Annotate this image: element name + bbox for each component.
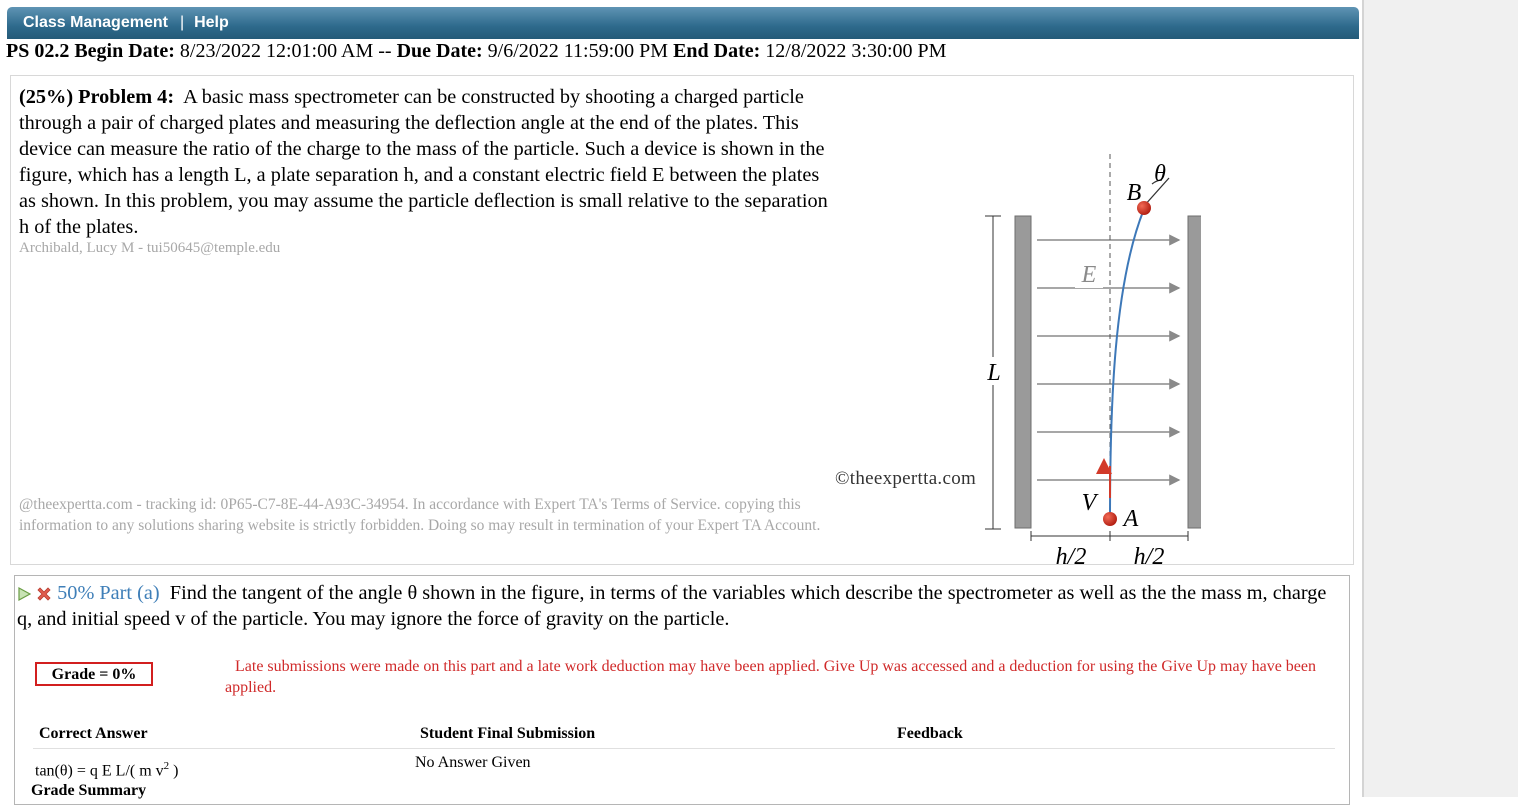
part-a-header — [17, 580, 1337, 632]
label-theta: θ — [1154, 161, 1166, 187]
problem-header: (25%) Problem 4: — [19, 86, 175, 108]
part-a-percent: 50% Part (a) — [57, 582, 160, 604]
correct-answer — [35, 760, 178, 780]
right-plate — [1188, 216, 1201, 528]
grade-badge: Grade = 0% — [35, 662, 153, 686]
dates-dash: -- — [378, 40, 392, 62]
part-a-question: Find the tangent of the angle θ shown in the figure, in terms of the variables which describe the spectrometer as well as the the mass m, charge q, and initial speed v of the particle. You may ignore the force of gravity on the particle. — [17, 582, 1327, 630]
label-A: A — [1123, 506, 1139, 532]
results-table-header — [33, 722, 1335, 749]
electric-field-arrows — [1037, 240, 1179, 480]
length-dimension — [983, 216, 1005, 529]
particle-A — [1103, 512, 1117, 526]
due-date-value: 9/6/2022 11:59:00 PM — [487, 40, 669, 62]
part-a-box — [14, 575, 1350, 805]
begin-date-value: 8/23/2022 12:01:00 AM — [179, 40, 374, 62]
label-h-half-left: h/2 — [1055, 544, 1087, 564]
figure-copyright: ©theexpertta.com — [835, 468, 977, 489]
end-date-value: 12/8/2022 3:30:00 PM — [765, 40, 947, 62]
student-watermark: Archibald, Lucy M - tui50645@temple.edu — [19, 240, 281, 256]
nav-class-management[interactable]: Class Management — [23, 14, 168, 31]
column-feedback: Feedback — [897, 725, 963, 742]
nav-separator: | — [179, 14, 185, 31]
begin-date-label: Begin Date: — [74, 40, 175, 62]
right-side-panel — [1362, 0, 1518, 797]
problem-text-block — [19, 84, 829, 240]
late-submission-notice: Late submissions were made on this part and a late work deduction may have been applied. Give Up was accessed and a deduction for using the Give Up may have been applied. — [225, 658, 1316, 696]
label-h-half-right: h/2 — [1133, 544, 1165, 564]
problem-set-label: PS 02.2 — [6, 40, 70, 62]
correct-answer-suffix: ) — [169, 762, 179, 780]
incorrect-x-icon — [36, 586, 52, 602]
column-correct-answer: Correct Answer — [39, 725, 148, 742]
expand-triangle-icon[interactable] — [17, 587, 31, 601]
label-E: E — [1081, 262, 1097, 288]
nav-help[interactable]: Help — [194, 14, 229, 31]
label-L: L — [987, 360, 1001, 386]
end-date-label: End Date: — [673, 40, 761, 62]
assignment-dates — [6, 40, 946, 63]
separation-dimension — [1031, 531, 1188, 564]
grade-summary-heading: Grade Summary — [31, 782, 147, 799]
correct-answer-exponent: 2 — [163, 760, 170, 772]
correct-answer-prefix: tan(θ) = q E L/( m v — [35, 762, 164, 780]
column-student-final-submission: Student Final Submission — [420, 725, 596, 742]
label-V: V — [1081, 490, 1097, 516]
due-date-label: Due Date: — [396, 40, 483, 62]
left-plate — [1015, 216, 1031, 528]
student-submission: No Answer Given — [415, 754, 531, 771]
results-table-row — [33, 752, 1335, 778]
tracking-notice: @theexpertta.com - tracking id: 0P65-C7-8E-44-A93C-34954. In accordance with Expert TA's Terms of Service. copying this information to any solutions sharing website is strictly forbidden. Doing so may result in termination of your Expert TA Account. — [19, 496, 821, 534]
label-B: B — [1126, 180, 1142, 206]
top-nav-bar — [7, 7, 1359, 39]
particle-trajectory — [1110, 209, 1144, 519]
problem-statement-box — [10, 75, 1354, 565]
problem-text: A basic mass spectrometer can be constructed by shooting a charged particle through a pair of charged plates and measuring the deflection angle at the end of the plates. This device can measure the ratio of the charge to the mass of the particle. Such a device is shown in the figure, which has a length L, a plate separation h, and a constant electric field E between the plates as shown. In this problem, you may assume the particle deflection is small relative to the separation h of the plates. — [19, 86, 828, 238]
spectrometer-figure — [971, 154, 1201, 564]
